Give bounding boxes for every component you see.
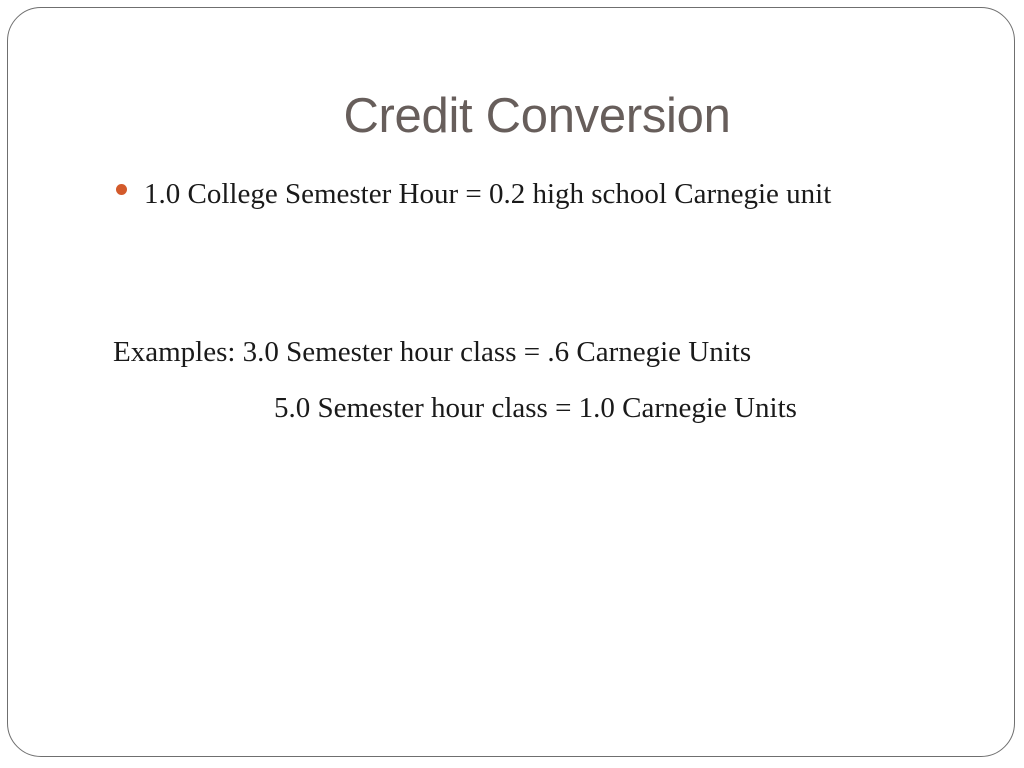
- bullet-dot-icon: [116, 184, 127, 195]
- example-line-2: 5.0 Semester hour class = 1.0 Carnegie Units: [274, 392, 797, 424]
- bullet-text: 1.0 College Semester Hour = 0.2 high school Carnegie unit: [144, 178, 832, 210]
- example-line-1: Examples: 3.0 Semester hour class = .6 Carnegie Units: [113, 336, 752, 368]
- slide-title: Credit Conversion: [343, 89, 731, 143]
